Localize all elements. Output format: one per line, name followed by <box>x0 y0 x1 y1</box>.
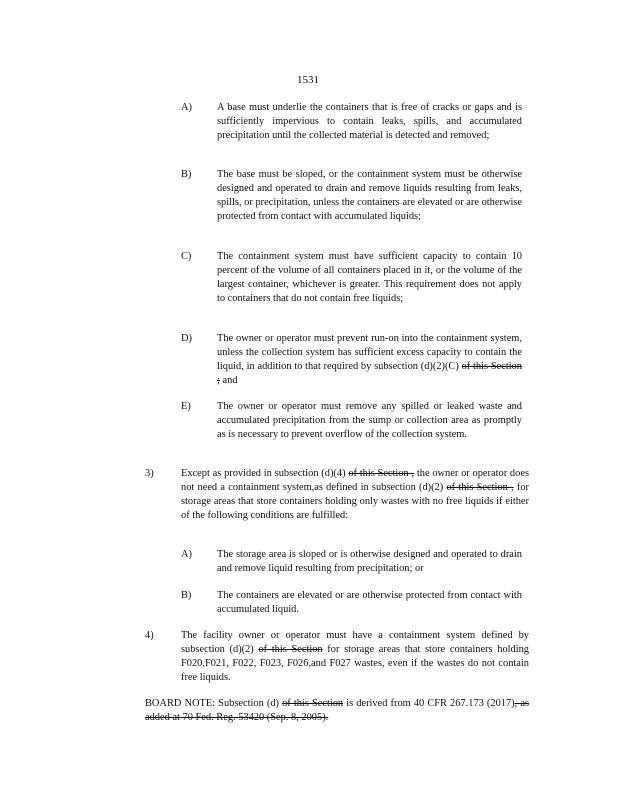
item-text <box>217 400 522 442</box>
text-run: for storage areas that store containers holding F020,F021, F022, F023, F026,and F027 wastes, even if the wastes do not contain free liquids. <box>181 644 530 683</box>
item-text <box>217 332 522 388</box>
text-run: Except as provided in subsection (d)(4) <box>181 468 349 479</box>
text-run: The base must be sloped, or the containment system must be otherwise designed and operated to drain and remove liquids resulting from leaks, spills, or precipitation, unless the containers are elevated or are otherwise protected from contact with accumulated liquids; <box>217 169 522 222</box>
item-text <box>217 168 522 224</box>
text-run: the owner or operator does not need a containment system,as defined in subsection (d)(2) <box>181 468 529 493</box>
item-label: E) <box>181 401 191 412</box>
text-run: The owner or operator must prevent run-on into the containment system, unless the collection system has sufficient excess capacity to contain the liquid, in addition to that required by subsection (d)(2)(C) <box>217 333 522 372</box>
struck-text: of this Section <box>258 644 323 655</box>
struck-text: of this Section , <box>348 468 415 479</box>
board-note-text <box>145 697 529 725</box>
item-text <box>217 101 522 143</box>
item-text <box>217 589 522 617</box>
item-label: 3) <box>145 468 154 479</box>
text-run: The containers are elevated or are otherwise protected from contact with accumulated liquid. <box>217 590 522 615</box>
text-run: The containment system must have sufficient capacity to contain 10 percent of the volume of all containers placed in it, or the volume of the largest container, whichever is greater. This requirement does not apply to containers that do not contain free liquids; <box>217 251 522 304</box>
item-text <box>217 548 522 576</box>
item-text <box>217 250 522 306</box>
item-label: D) <box>181 333 192 344</box>
text-run: The storage area is sloped or is otherwise designed and operated to drain and remove liquid resulting from precipitation; or <box>217 549 522 574</box>
struck-text: of this Section <box>282 698 344 709</box>
struck-text: of this Section ; <box>217 361 523 386</box>
item-label: B) <box>181 590 192 601</box>
item-text <box>181 467 529 523</box>
item-label: A) <box>181 102 192 113</box>
item-label: C) <box>181 251 192 262</box>
item-label: 4) <box>145 630 154 641</box>
text-run: A base must underlie the containers that is free of cracks or gaps and is sufficiently impervious to contain leaks, spills, and accumulated precipitation until the collected material is detected and removed; <box>217 102 522 141</box>
text-run: The facility owner or operator must have a containment system defined by subsection (d)(2) <box>181 630 529 655</box>
struck-text: , as added at 70 Fed. Reg. 53420 (Sep. 8, 2005). <box>145 698 529 723</box>
text-run: The owner or operator must remove any spilled or leaked waste and accumulated precipitation from the sump or collection area as promptly as is necessary to prevent overflow of the collection system. <box>217 401 522 440</box>
text-run: for storage areas that store containers holding only wastes with no free liquids if either of the following conditions are fulfilled: <box>181 482 529 521</box>
item-label: A) <box>181 549 192 560</box>
text-run: is derived from 40 CFR 267.173 (2017) <box>343 698 515 709</box>
text-run: BOARD NOTE: Subsection (d) <box>145 698 283 709</box>
struck-text: of this Section , <box>446 482 514 493</box>
page-number: 1531 <box>297 74 319 86</box>
text-run: and <box>219 375 238 386</box>
item-label: B) <box>181 169 192 180</box>
item-text <box>181 629 529 685</box>
